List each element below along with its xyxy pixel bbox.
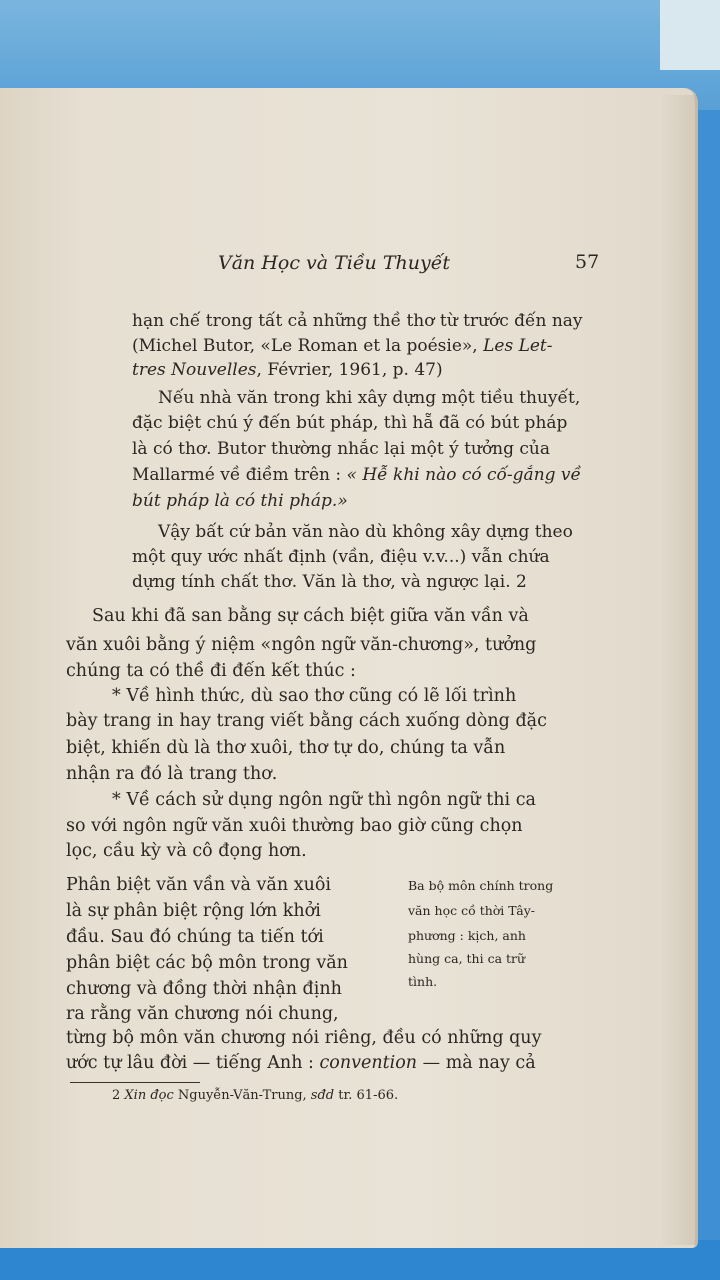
page-edge-shadow — [660, 95, 698, 1245]
quote-line: Vậy bất cứ bản văn nào dù không xây dựng theo — [158, 522, 573, 542]
quote-line: hạn chế trong tất cả những thề thơ từ trước đến nay — [132, 311, 583, 331]
body-line: chúng ta có thề đi đến kết thúc : — [66, 661, 356, 681]
quote-line: đặc biệt chú ý đến bút pháp, thì hẵ đã có bút pháp — [132, 413, 568, 433]
quote-line: là có thơ. Butor thường nhắc lại một ý tưởng của — [132, 439, 551, 459]
body-line: văn xuôi bằng ý niệm «ngôn ngữ văn-chương», tưởng — [66, 635, 537, 655]
running-header: Văn Học và Tiều Thuyết — [218, 252, 451, 274]
body-line: biệt, khiến dù là thơ xuôi, thơ tự do, chúng ta vẫn — [66, 738, 506, 758]
body-line: * Về cách sử dụng ngôn ngữ thì ngôn ngữ thi ca — [112, 790, 536, 810]
body-line: so với ngôn ngữ văn xuôi thường bao giờ cũng chọn — [66, 816, 523, 836]
side-note-line: Ba bộ môn chính trong — [408, 878, 554, 893]
body-line: phân biệt các bộ môn trong văn — [66, 953, 348, 973]
body-line: nhận ra đó là trang thơ. — [66, 764, 278, 784]
quote-line: tres Nouvelles, Février, 1961, p. 47) — [132, 360, 443, 380]
quote-line: (Michel Butor, «Le Roman et la poésie», Les Let- — [132, 336, 553, 356]
body-line: ra rằng văn chương nói chung, — [66, 1004, 339, 1024]
side-note-line: văn học cồ thời Tây- — [408, 903, 535, 918]
body-line: Sau khi đã san bằng sự cách biệt giữa văn vần và — [92, 606, 529, 626]
quote-line: Mallarmé về điềm trên : « Hễ khi nào có cố-gắng về — [132, 465, 581, 485]
body-line: đầu. Sau đó chúng ta tiến tới — [66, 927, 324, 947]
quote-line: một quy ước nhất định (vần, điệu v.v...) vẫn chứa — [132, 547, 550, 567]
side-note-line: tình. — [408, 974, 438, 989]
body-line: * Về hình thức, dù sao thơ cũng có lẽ lối trình — [112, 686, 517, 706]
quote-line: bút pháp là có thi pháp.» — [132, 491, 348, 511]
side-note-line: hùng ca, thi ca trữ — [408, 951, 526, 966]
body-line: lọc, cầu kỳ và cô đọng hơn. — [66, 841, 307, 861]
body-line: là sự phân biệt rộng lớn khởi — [66, 901, 321, 921]
background-corner — [660, 0, 720, 70]
page-number: 57 — [575, 251, 600, 273]
body-line: từng bộ môn văn chương nói riêng, đều có những quy — [66, 1028, 542, 1048]
quote-line: dựng tính chất thơ. Văn là thơ, và ngược lại. 2 — [132, 572, 527, 592]
footnote: 2 Xin đọc Nguyễn-Văn-Trung, sđd tr. 61-66. — [112, 1088, 399, 1103]
body-line: Phân biệt văn vần và văn xuôi — [66, 875, 331, 895]
quote-line: Nếu nhà văn trong khi xây dựng một tiều thuyết, — [158, 388, 581, 408]
body-line: ước tự lâu đời — tiếng Anh : convention — mà nay cả — [66, 1053, 536, 1073]
body-line: chương và đồng thời nhận định — [66, 979, 342, 999]
footnote-rule — [70, 1082, 200, 1083]
body-line: bày trang in hay trang viết bằng cách xuống dòng đặc — [66, 711, 547, 731]
side-note-line: phương : kịch, anh — [408, 928, 526, 943]
